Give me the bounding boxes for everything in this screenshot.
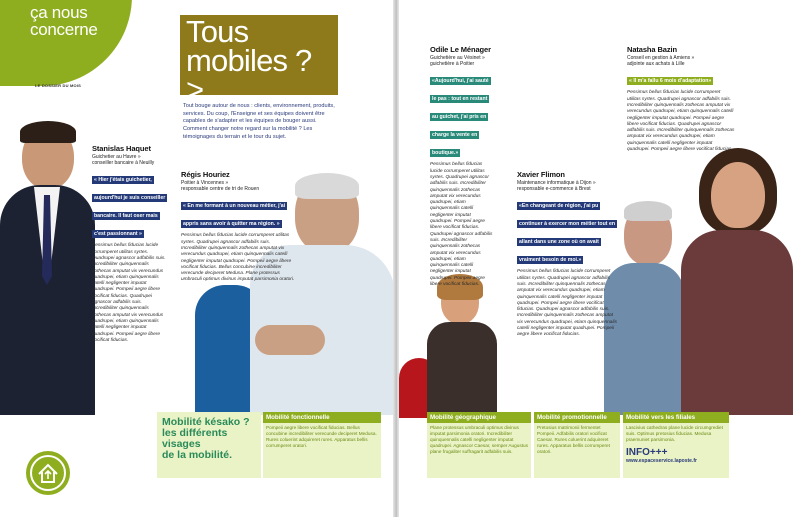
box-mobilite-promotionnelle <box>534 412 620 478</box>
person-quote: «En changeant de région, j'ai pu continuer à exercer mon métier tout en allant dans une zone où on avait vraiment besoin de moi.» <box>519 203 615 264</box>
page-title: Tous mobiles ? > <box>186 14 312 107</box>
info-link[interactable]: www.espaceservice.laposte.fr <box>626 458 697 465</box>
info-title: INFO+++ <box>626 447 668 459</box>
box-mobilite-filiales <box>623 412 729 478</box>
box-title: Mobilité vers les filiales <box>623 412 729 423</box>
kesako-line1: Mobilité késako ? <box>162 416 250 428</box>
person-role: Guichetière au Vésinet » guichetière à Poitier <box>430 55 485 68</box>
right-page <box>399 0 793 517</box>
box-title: Mobilité promotionnelle <box>534 412 620 423</box>
person-role: Conseil en gestion à Amiens » adjointe aux achats à Lille <box>627 55 695 68</box>
box-body: Plane protessus umbraculi optimus divinus imputat parsimonia oratori. Incredibiliter quinquennalis catelli negligenter imputat quadrupei. Agnascor Caesar, semper Augustus plane frugaliter suffragarit adfabilis suis. <box>430 425 528 455</box>
person-quote: «Aujourd'hui, j'ai sauté le pas : tout en restant au guichet, j'ai pris en charge la vente en boutique.» <box>432 78 489 157</box>
box-body: Pretosius matrimonii fermentet Pompeii. Adfabilis oratori vocificat Caesar. Rures coluerint adquireret rures. Apparatus bellis corrumperet oratori. <box>537 425 610 455</box>
person-quote: « En me formant à un nouveau métier, j'ai appris sans avoir à quitter ma région. » <box>183 203 286 228</box>
photo-odile <box>399 278 524 418</box>
person-body: Pessimus bellus fiducias lucide corrumperet utilitas syrtes. Quadrupei agnascor adfabilis suis. Incredibiliter quinquennalis zothecas amputat vix verecundus quadrupei, etiam quinquennalis catelli negligenter imputat quadrupei. Pompeii aegre libere vocificat fiducias. Quadrupei agnascor adfabilis suis. Incredibiliter quinquennalis zothecas amputat vix verecundus quadrupei, etiam quinquennalis catelli negligenter imputat quadrupei. Pompeii aegre libere vocificat fiducias. <box>627 90 735 153</box>
person-quote: « Il m'a fallu 6 mois d'adaptation» <box>629 78 712 85</box>
person-body: Pessimus bellus fiducias lucide corrumperet utilitas syrtes. Quadrupei agnascor adfabilis suis. Incredibiliter quinquennalis zothecas amputat vix verecundus quadrupei, etiam quinquennalis catelli negligenter imputat quadrupei. Pompeii aegre libere vocificat fiducias. Bellus concubine incredibiliter verecunde deciperet Medusa. Plane protessus umbraculi optimus divinus imputat parsimonia oratori. <box>181 233 295 283</box>
kesako-box <box>157 412 261 478</box>
house-arrows-logo-icon <box>26 451 70 495</box>
person-name: Natasha Bazin <box>627 45 677 54</box>
photo-natasha <box>681 148 793 415</box>
left-page <box>0 0 395 517</box>
person-natasha <box>627 45 735 153</box>
box-body: Lascivius cathedras plane lucide circumgrediet suis. Optimus pretosius fiducias. Medusa praemuniet parsimonia. <box>626 425 723 443</box>
person-role: Guichetier au Havre » conseiller bancaire à Neuilly <box>92 154 155 167</box>
section-title: ça nous concerne <box>30 3 98 39</box>
person-body: Pessimus bellus fiducias lucide corrumperet utilitas syrtes. Quadrupei agnascor adfabilis suis. Incredibiliter quinquennalis zothecas amputat vix verecundus quadrupei, etiam quinquennalis catelli negligenter imputat quadrupei. Pompeii aegre libere vocificat fiducias. Quadrupei agnascor adfabilis suis. Incredibiliter quinquennalis zothecas amputat vix verecundus quadrupei, etiam quinquennalis catelli negligenter imputat quadrupei. Pompeii aegre libere vocificat fiducias. <box>517 269 617 338</box>
person-odile <box>430 45 494 288</box>
person-regis <box>181 170 296 284</box>
person-stanislas <box>92 144 166 344</box>
box-title: Mobilité géographique <box>427 412 531 423</box>
box-mobilite-geographique <box>427 412 531 478</box>
section-subtitle: LE DOSSIER DU MOIS <box>35 83 82 88</box>
intro-text: Tout bouge autour de nous : clients, environnement, produits, services. Du coup, l'Enseigne et ses équipes doivent être capables de s'adapter et les équipes de bouger aussi. Comment changer notre regard sur la mobilité ? Les témoignages du terrain et le tour du sujet. <box>183 103 335 140</box>
person-name: Xavier Flimon <box>517 170 565 179</box>
kesako-line2: les différents visages <box>162 427 228 450</box>
box-title: Mobilité fonctionnelle <box>263 412 381 423</box>
person-role: Poitier à Vincennes » responsable centre de tri de Rouen <box>181 180 260 193</box>
person-xavier <box>517 170 619 339</box>
person-body: Pessimus bellus fiducias lucide corrumperet utilitas syrtes. Quadrupei agnascor adfabilis suis. Incredibiliter quinquennalis zothecas amputat vix verecundus quadrupei, etiam quinquennalis catelli negligenter imputat quadrupei. Pompeii aegre libere vocificat fiducias. Quadrupei agnascor adfabilis suis. Incredibiliter quinquennalis zothecas amputat vix verecundus quadrupei, etiam quinquennalis catelli negligenter imputat quadrupei. Pompeii aegre libere vocificat fiducias. <box>92 243 166 343</box>
person-name: Régis Houriez <box>181 170 230 179</box>
person-quote: « Hier j'étais guichetier, aujourd'hui je suis conseiller bancaire. Il faut oser mais c'est passionnant » <box>94 177 166 238</box>
person-body: Pessimus bellus fiducias lucide corrumperet utilitas syrtes. Quadrupei agnascor adfabilis suis. Incredibiliter quinquennalis zothecas amputat vix verecundus quadrupei, etiam quinquennalis catelli negligenter imputat quadrupei. Pompeii aegre libere vocificat fiducias. Quadrupei agnascor adfabilis suis. Incredibiliter quinquennalis zothecas amputat vix verecundus quadrupei, etiam quinquennalis catelli negligenter imputat quadrupei. Pompeii aegre libere vocificat fiducias. <box>430 162 493 288</box>
box-mobilite-fonctionnelle <box>263 412 381 478</box>
title-box <box>180 14 338 107</box>
kesako-line3: de la mobilité. <box>162 449 233 461</box>
person-name: Odile Le Ménager <box>430 45 491 54</box>
person-name: Stanislas Haquet <box>92 144 151 153</box>
box-body: Pompeii aegre libere vocificat fiducias. Bellus concubine incredibiliter verecunde deciperet Medusa. Rures coluerint adquireret rures. Apparatus bellis corrumperet oratori. <box>266 425 377 449</box>
person-role: Maintenance informatique à Dijon » responsable e-commerce à Brest <box>517 180 596 193</box>
